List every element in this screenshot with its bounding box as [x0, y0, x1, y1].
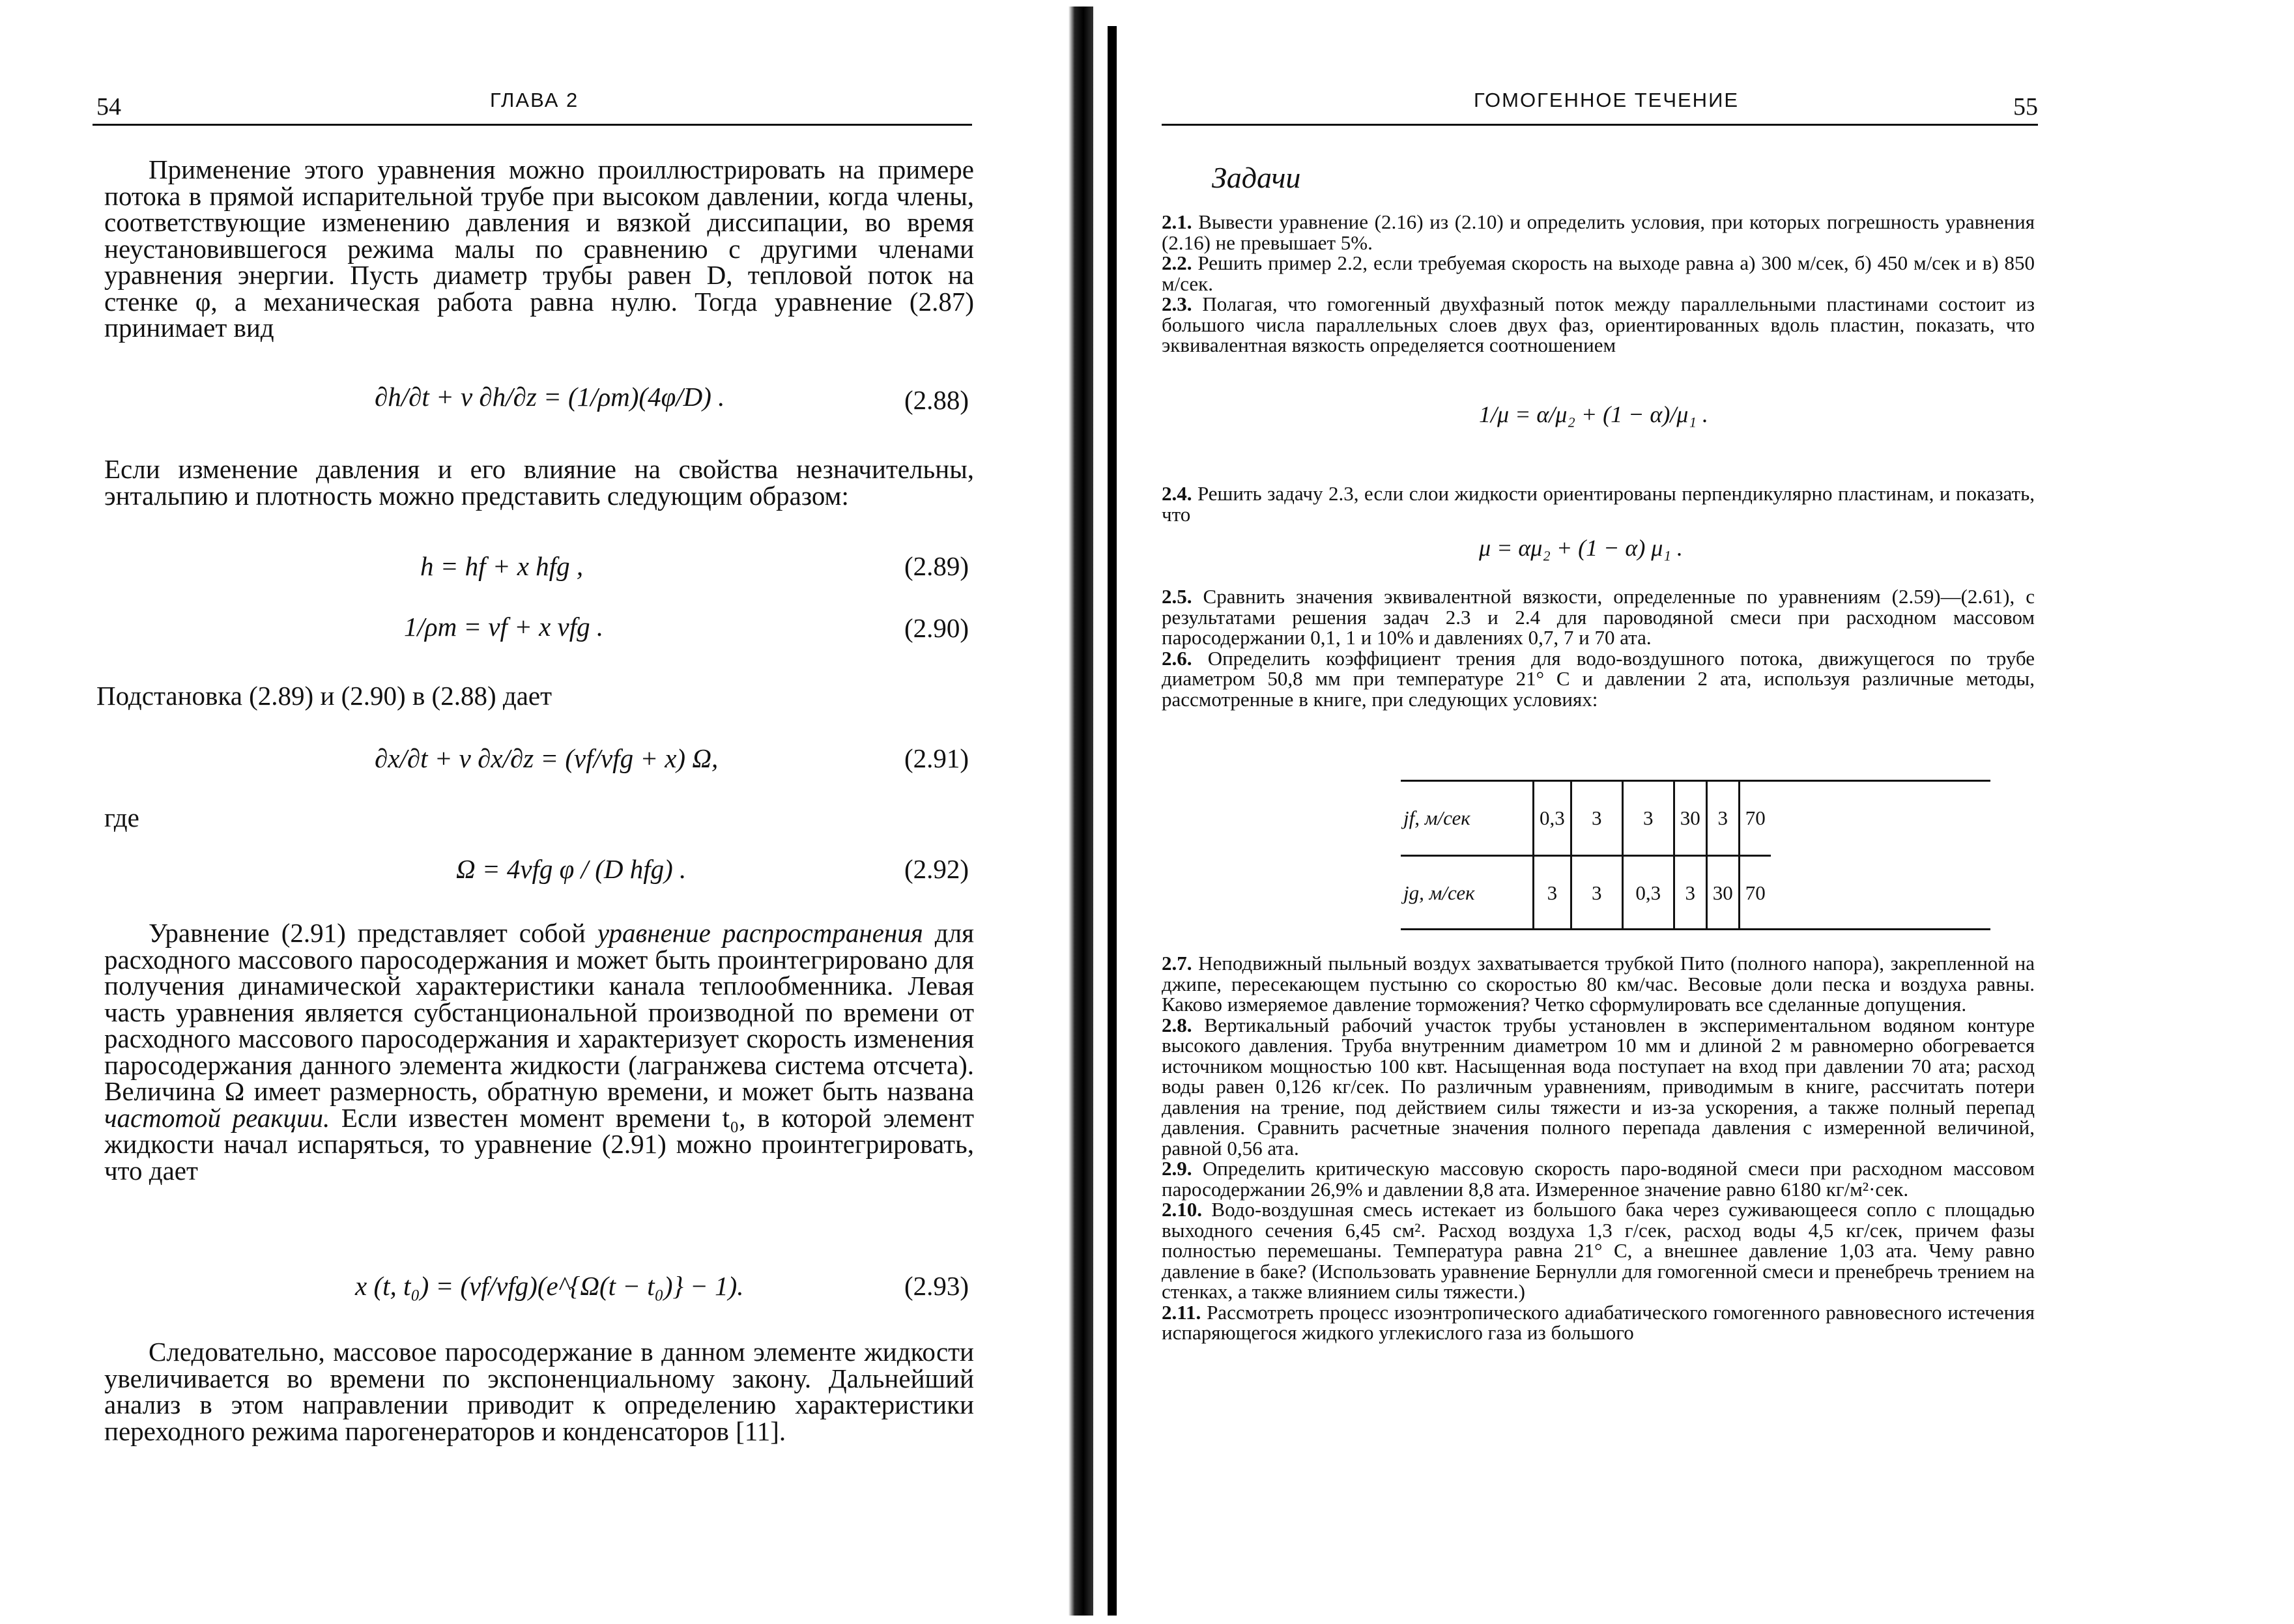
running-header: ГЛАВА 2 — [490, 89, 579, 111]
equation-number-2-91: (2.91) — [904, 743, 969, 773]
equation-2-88: ∂h/∂t + v ∂h/∂z = (1/ρm)(4φ/D) . — [375, 382, 725, 412]
equation-problem-2-3: 1/μ = α/μ₂ + (1 − α)/μ₁ . — [1479, 401, 1708, 427]
problems-block-2: 2.5. Сравнить значения эквивалентной вязкости, определенные по уравнениям (2.59)—(2.61), с результатами решения задач 2.3 и 2.4 для пароводяной смеси при расходном массовом паросодержании 0,1, 1 и 10% и давлениях 0,7, 7 и 70 ата. 2.6. Определить коэффициент трения для водо-воздушного потока, движущегося по трубе диаметром 50,8 мм при температуре 21° С и давлении 2 ата, используя различные методы, рассмотренные в книге, при следующих условиях: — [1162, 585, 2035, 711]
book-gutter-edge — [1108, 26, 1117, 1616]
equation-number-2-93: (2.93) — [904, 1271, 969, 1301]
equation-problem-2-4: μ = αμ₂ + (1 − α) μ₁ . — [1479, 535, 1683, 561]
equation-2-91: ∂x/∂t + v ∂x/∂z = (vf/vfg + x) Ω, — [375, 743, 719, 773]
equation-number-2-89: (2.89) — [904, 551, 969, 581]
table-row — [1401, 782, 1771, 856]
paragraph-conclusion: Следовательно, массовое паросодержание в данном элементе жидкости увеличивается во времени по экспоненциальному закону. Дальнейший анализ в этом направлении приводит к определению характеристики переходного режима парогенераторов и конденсаторов [11]. — [104, 1337, 974, 1446]
equation-2-92: Ω = 4vfg φ / (D hfg) . — [456, 854, 687, 884]
paragraph-enthalpy: Если изменение давления и его влияние на свойства незначительны, энтальпию и плотность можно представить следующим образом: — [104, 454, 974, 511]
table-cell: 30 — [1706, 856, 1739, 930]
equation-number-2-92: (2.92) — [904, 854, 969, 884]
table-cell: 3 — [1706, 782, 1739, 856]
left-page — [0, 0, 1075, 1624]
where-label: где — [104, 803, 139, 833]
table-row — [1401, 856, 1771, 930]
table-cell: 30 — [1674, 782, 1706, 856]
table-cell: 3 — [1571, 782, 1622, 856]
problems-block-3: 2.7. Неподвижный пыльный воздух захватывается трубкой Пито (полного напора), закрепленной на джипе, пересекающем пустыню со скоростью 80 км/час. Весовые доли песка и воздуха равны. Каково измеряемое давление торможения? Четко сформулировать все сделанные допущения. 2.8. Вертикальный рабочий участок трубы установлен в экспериментальном водяном контуре высокого давления. Труба внутренним диаметром 10 мм и длиной 2 м равномерно обогревается источником мощностью 100 квт. Насыщенная вода поступает на вход при давлении 70 ата; расход воды равен 0,126 кг/сек. По различным уравнениям, приводимым в книге, рассчитать потери давления на трение, под действием силы тяжести и из-за ускорения, а также полный перепад давления. Сравнить расчетные значения полного перепада давления с измеренной величиной, равной 0,56 ата. 2.9. Определить критическую массовую скорость паро-водяной смеси при расходном массовом паросодержании 26,9% и давлении 8,8 ата. Измеренное значение равно 6180 кг/м²·сек. 2.10. Водо-воздушная смесь истекает из большого бака через суживающееся сопло с площадью выходного сечения 6,45 см². Расход воздуха 1,3 г/сек, расход воды 4,5 кг/сек, причем фазы полностью перемешаны. Температура равна 21° С, а внешнее давление 1,03 ата. Чему равно давление в баке? (Использовать уравнение Бернулли для гомогенной смеси и пренебречь трением на стенках, а также влиянием силы тяжести.) 2.11. Рассмотреть процесс изоэнтропического адиабатического гомогенного равновесного истечения испаряющегося жидкого углекислого газа из большого — [1162, 952, 2035, 1344]
table-cell: 70 — [1739, 782, 1771, 856]
equation-2-93: x (t, t₀) = (vf/vfg)(e^{Ω(t − t₀)} − 1). — [355, 1271, 744, 1301]
page-number-right: 55 — [2013, 93, 2038, 121]
table-cell: 3 — [1674, 856, 1706, 930]
table-cell: 3 — [1622, 782, 1674, 856]
table-cell: 3 — [1571, 856, 1622, 930]
table-cell: 0,3 — [1534, 782, 1571, 856]
paragraph-propagation: Уравнение (2.91) представляет собой уравнение распространения для расходного массового паросодержания и может быть проинтегрировано для получения динамической характеристики канала теплообменника. Левая часть уравнения является субстанциональной производной по времени от расходного массового паросодержания и характеризует скорость изменения паросодержания данного элемента жидкости (лагранжева система отсчета). Величина Ω имеет размерность, обратную времени, и может быть названа частотой реакции. Если известен момент времени t₀, в которой элемент жидкости начал испаряться, то уравнение (2.91) можно проинтегрировать, что дает — [104, 918, 975, 1186]
problem-2-4: 2.4. Решить задачу 2.3, если слои жидкости ориентированы перпендикулярно пластинам, и показать, что — [1162, 482, 2035, 526]
table-row-label: jf, м/сек — [1401, 782, 1534, 856]
book-gutter-shadow — [1068, 7, 1093, 1616]
problems-block-1: 2.1. Вывести уравнение (2.16) из (2.10) и определить условия, при которых погрешность уравнения (2.16) не превышает 5%. 2.2. Решить пример 2.2, если требуемая скорость на выходе равна а) 300 м/сек, б) 450 м/сек и в) 850 м/сек. 2.3. Полагая, что гомогенный двухфазный поток между параллельными пластинами состоит из большого числа параллельных слоев двух фаз, ориентированных вдоль пластин, показать, что эквивалентная вязкость определяется соотношением — [1162, 210, 2035, 356]
equation-number-2-90: (2.90) — [904, 613, 969, 643]
equation-2-89: h = hf + x hfg , — [420, 551, 584, 581]
table-cell: 0,3 — [1622, 856, 1674, 930]
paragraph-intro: Применение этого уравнения можно проиллюстрировать на примере потока в прямой испарительной трубе при высоком давлении, когда члены, соответствующие изменению давления и вязкой диссипации, во время неустановившегося режима малы по сравнению с другими членами уравнения энергии. Пусть диаметр трубы равен D, тепловой поток на стенке φ, а механическая работа равна нулю. Тогда уравнение (2.87) принимает вид — [104, 154, 974, 343]
table-cell: 3 — [1534, 856, 1571, 930]
header-rule — [93, 124, 972, 126]
table-cell: 70 — [1739, 856, 1771, 930]
equation-2-90: 1/ρm = vf + x vfg . — [404, 612, 604, 642]
header-rule-right — [1162, 124, 2038, 126]
velocity-table — [1401, 782, 1771, 930]
table-row-label: jg, м/сек — [1403, 881, 1475, 904]
table-bottom-rule — [1401, 928, 1990, 930]
page-number: 54 — [96, 93, 121, 121]
equation-number-2-88: (2.88) — [904, 385, 969, 415]
paragraph-substitution: Подстановка (2.89) и (2.90) в (2.88) дает — [96, 681, 552, 711]
section-title: Задачи — [1212, 161, 1301, 194]
running-header-right: ГОМОГЕННОЕ ТЕЧЕНИЕ — [1474, 89, 1740, 111]
